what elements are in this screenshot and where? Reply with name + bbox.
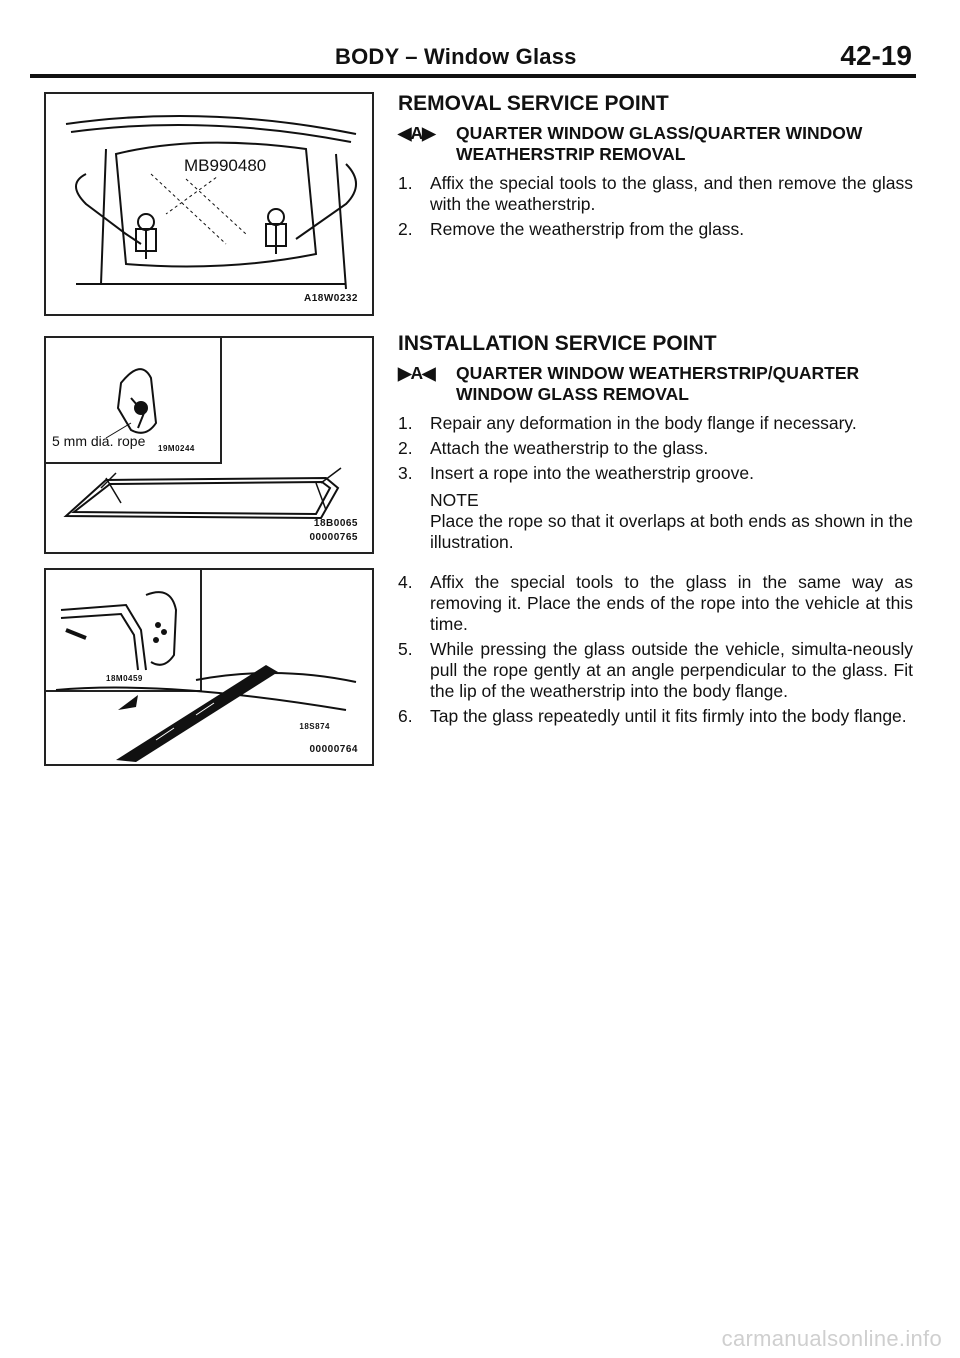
installation-heading: INSTALLATION SERVICE POINT bbox=[398, 332, 717, 355]
header-rule bbox=[30, 74, 916, 78]
page-section-title: BODY – Window Glass bbox=[335, 44, 577, 69]
removal-subheading bbox=[398, 123, 913, 165]
service-point-marker-icon: ◀A▶ bbox=[398, 123, 435, 143]
figure-lip-fitting bbox=[44, 568, 374, 766]
figure-code-a: 18S874 bbox=[299, 722, 330, 731]
list-item: 6. Tap the glass repeatedly until it fits firmly into the body flange. bbox=[398, 706, 907, 726]
watermark: carmanualsonline.info bbox=[721, 1326, 942, 1351]
figure-rope-insertion bbox=[44, 336, 374, 554]
installation-subheading bbox=[398, 363, 913, 405]
inset-code: 18M0459 bbox=[106, 674, 143, 683]
installation-steps-continued bbox=[398, 572, 913, 727]
list-item: 2. Remove the weatherstrip from the glass. bbox=[398, 219, 745, 239]
figure-code-b: 00000764 bbox=[309, 744, 358, 755]
list-item: 3. Insert a rope into the weatherstrip groove. bbox=[398, 463, 754, 483]
figure-glass-removal bbox=[44, 92, 374, 316]
figure-code: A18W0232 bbox=[303, 293, 358, 304]
list-item: 4. Affix the special tools to the glass in the same way as removing it. Place the ends of the rope into the vehicle at this time. bbox=[398, 572, 913, 634]
figure-code-a: 18B0065 bbox=[313, 518, 358, 529]
note-label: NOTE bbox=[430, 490, 479, 510]
inset-code: 19M0244 bbox=[158, 444, 195, 453]
note-text: Place the rope so that it overlaps at both ends as shown in the illustration. bbox=[430, 511, 913, 552]
service-point-marker-icon: ▶A◀ bbox=[398, 363, 435, 383]
note-block bbox=[430, 490, 913, 553]
list-item: 1. Affix the special tools to the glass, and then remove the glass with the weatherstrip. bbox=[398, 173, 913, 214]
list-item: 5. While pressing the glass outside the vehicle, simulta-neously pull the rope gently at an angle perpendicular to the glass. Fit the lip of the weatherstrip into the body flange. bbox=[398, 639, 913, 701]
removal-section bbox=[398, 93, 913, 240]
tool-label: MB990480 bbox=[184, 156, 267, 175]
installation-subheading-text: QUARTER WINDOW WEATHERSTRIP/QUARTER WINDOW GLASS REMOVAL bbox=[456, 363, 860, 404]
rope-label: 5 mm dia. rope bbox=[52, 433, 146, 449]
list-item: 2. Attach the weatherstrip to the glass. bbox=[398, 438, 709, 458]
glass-removal-illustration bbox=[46, 94, 372, 314]
lip-fitting-illustration bbox=[46, 570, 372, 764]
list-item: 1. Repair any deformation in the body flange if necessary. bbox=[398, 413, 857, 433]
removal-heading: REMOVAL SERVICE POINT bbox=[398, 92, 669, 115]
removal-subheading-text: QUARTER WINDOW GLASS/QUARTER WINDOW WEATHERSTRIP REMOVAL bbox=[456, 123, 863, 164]
figure-code-b: 00000765 bbox=[309, 532, 358, 543]
page-number: 42-19 bbox=[840, 40, 912, 71]
installation-section bbox=[398, 333, 913, 553]
